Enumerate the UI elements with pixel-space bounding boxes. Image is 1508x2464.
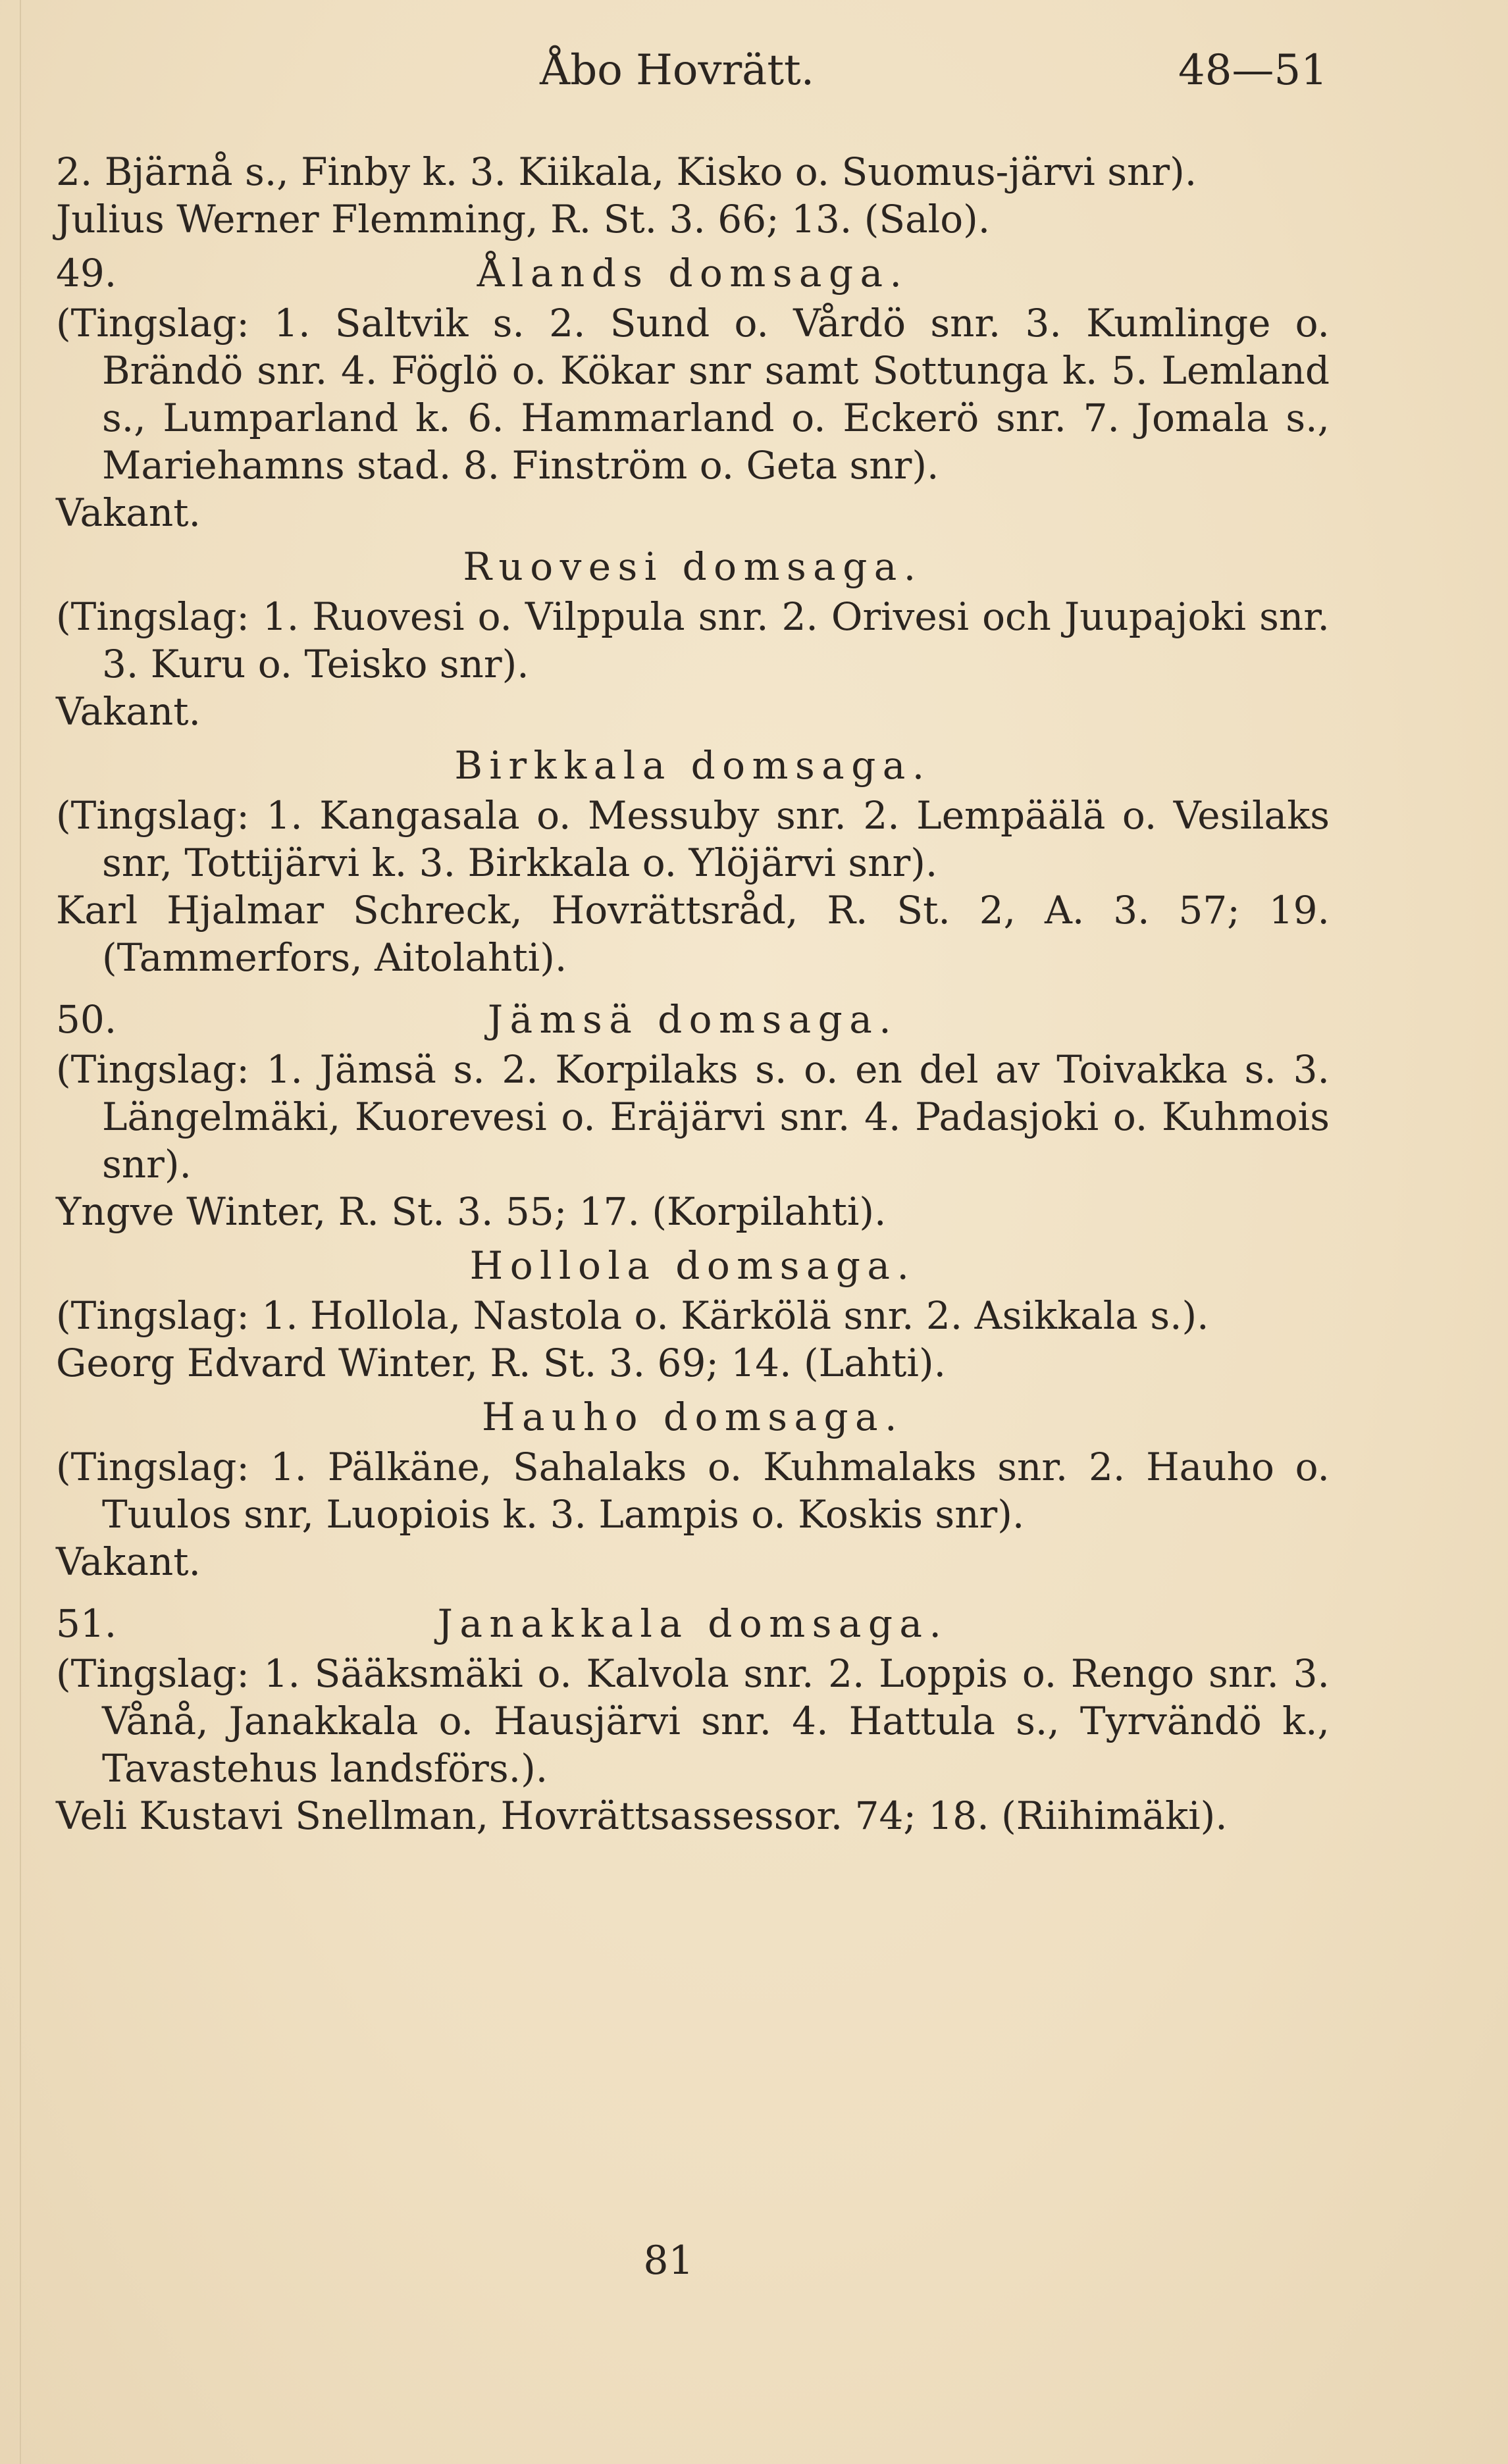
court-judge: Vakant.: [56, 689, 201, 734]
court-tingslag: (Tingslag: 1. Hollola, Nastola o. Kärkölä snr. 2. Asikkala s.).: [56, 1293, 1209, 1338]
court-entry: [56, 1238, 1330, 1387]
court-title: Janakkala domsaga.: [437, 1601, 949, 1646]
court-entry: [56, 539, 1330, 735]
court-title: Ålands domsaga.: [477, 251, 909, 295]
court-judge: Vakant.: [56, 1539, 201, 1584]
court-number: 50.: [56, 997, 117, 1042]
court-title: Hauho domsaga.: [482, 1395, 904, 1439]
court-entry: [56, 1596, 1330, 1839]
court-judge: Vakant.: [56, 490, 201, 535]
left-margin-rule: [20, 0, 21, 2464]
court-number: 51.: [56, 1601, 117, 1646]
court-title: Hollola domsaga.: [469, 1243, 916, 1288]
court-entry: [56, 1389, 1330, 1585]
intro-continuation: 2. Bjärnå s., Finby k. 3. Kiikala, Kisko o. Suomus-järvi snr).: [56, 149, 1197, 194]
court-judge: Yngve Winter, R. St. 3. 55; 17. (Korpilahti).: [56, 1189, 887, 1234]
court-tingslag: (Tingslag: 1. Ruovesi o. Vilppula snr. 2. Orivesi och Juupajoki snr. 3. Kuru o. Teisko snr).: [56, 594, 1330, 686]
court-title: Jämsä domsaga.: [487, 997, 898, 1042]
intro-judge: Julius Werner Flemming, R. St. 3. 66; 13. (Salo).: [56, 197, 991, 242]
court-judge: Veli Kustavi Snellman, Hovrättsassessor. 74; 18. (Riihimäki).: [56, 1793, 1228, 1838]
header-page-range: 48—51: [1178, 46, 1328, 95]
court-tingslag: (Tingslag: 1. Jämsä s. 2. Korpilaks s. o. en del av Toivakka s. 3. Längelmäki, Kuorevesi o. Eräjärvi snr. 4. Padasjoki o. Kuhmois snr).: [56, 1047, 1330, 1187]
court-judge: Georg Edvard Winter, R. St. 3. 69; 14. (Lahti).: [56, 1341, 947, 1385]
court-entry: [56, 992, 1330, 1235]
court-tingslag: (Tingslag: 1. Sääksmäki o. Kalvola snr. 2. Loppis o. Rengo snr. 3. Vånå, Janakkala o. Hausjärvi snr. 4. Hattula s., Tyrvändö k., Tavastehus landsförs.).: [56, 1651, 1330, 1791]
court-number: 49.: [56, 251, 117, 295]
page-body: [56, 148, 1330, 1839]
page-header: [0, 46, 1508, 105]
court-tingslag: (Tingslag: 1. Kangasala o. Messuby snr. 2. Lempäälä o. Vesilaks snr, Tottijärvi k. 3. Birkkala o. Ylöjärvi snr).: [56, 793, 1330, 885]
header-title: Åbo Hovrätt.: [540, 46, 815, 95]
page-number: 81: [643, 2238, 694, 2284]
page-footer: [0, 2238, 1508, 2284]
court-tingslag: (Tingslag: 1. Pälkäne, Sahalaks o. Kuhmalaks snr. 2. Hauho o. Tuulos snr, Luopiois k. 3. Lampis o. Koskis snr).: [56, 1445, 1330, 1537]
court-entry: [56, 245, 1330, 536]
court-entry: [56, 738, 1330, 981]
court-tingslag: (Tingslag: 1. Saltvik s. 2. Sund o. Vårdö snr. 3. Kumlinge o. Brändö snr. 4. Föglö o. Kökar snr samt Sottunga k. 5. Lemland s., Lumparland k. 6. Hammarland o. Eckerö snr. 7. Jomala s., Mariehamns stad. 8. Finström o. Geta snr).: [56, 301, 1330, 488]
court-title: Ruovesi domsaga.: [463, 544, 923, 589]
court-title: Birkkala domsaga.: [454, 743, 931, 788]
court-judge: Karl Hjalmar Schreck, Hovrättsråd, R. St. 2, A. 3. 57; 19. (Tammerfors, Aitolahti).: [56, 888, 1330, 980]
